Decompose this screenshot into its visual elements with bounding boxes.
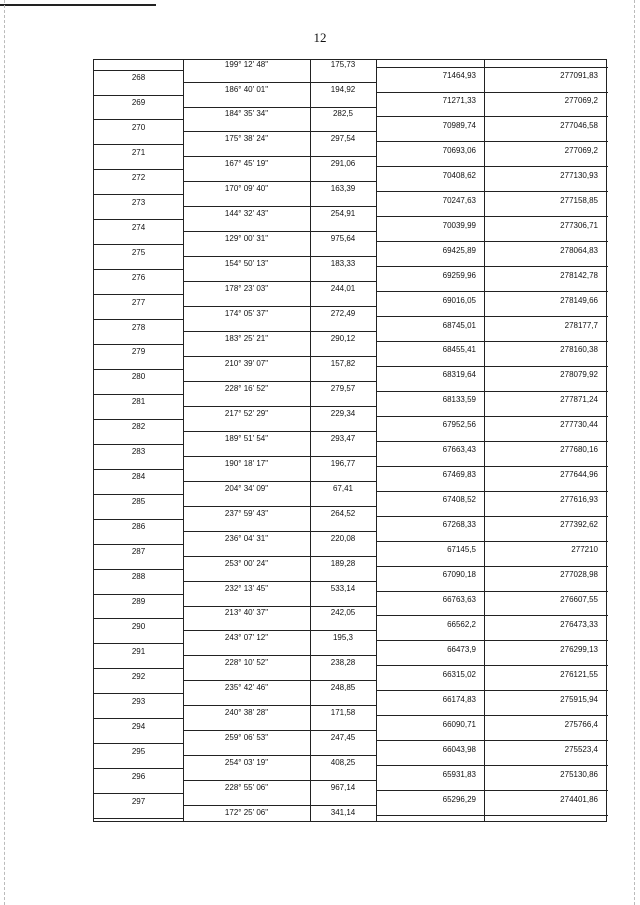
row-rule bbox=[183, 606, 376, 607]
row-rule bbox=[94, 169, 183, 170]
row-rule bbox=[376, 740, 608, 741]
coordinate-y: 277210 bbox=[571, 545, 598, 555]
direction-angle: 243° 07' 12" bbox=[224, 633, 269, 643]
row-rule bbox=[94, 269, 183, 270]
coordinate-y: 276121,55 bbox=[560, 669, 598, 679]
coordinate-y: 277069,2 bbox=[564, 95, 598, 105]
coordinate-x: 68133,59 bbox=[442, 395, 476, 405]
row-rule bbox=[183, 356, 376, 357]
row-rule bbox=[183, 156, 376, 157]
coordinate-x: 68745,01 bbox=[442, 320, 476, 330]
row-rule bbox=[376, 391, 608, 392]
point-number: 287 bbox=[131, 547, 146, 557]
segment-length: 248,85 bbox=[330, 683, 356, 693]
row-rule bbox=[376, 690, 608, 691]
point-number: 275 bbox=[131, 247, 146, 257]
segment-length: 408,25 bbox=[330, 758, 356, 768]
row-rule bbox=[94, 394, 183, 395]
row-rule bbox=[94, 344, 183, 345]
segment-length: 247,45 bbox=[330, 733, 356, 743]
row-rule bbox=[183, 755, 376, 756]
segment-length: 297,54 bbox=[330, 134, 356, 144]
direction-angle: 236° 04' 31" bbox=[224, 533, 269, 543]
segment-length: 975,64 bbox=[330, 234, 356, 244]
row-rule bbox=[376, 516, 608, 517]
direction-angle: 190° 18' 17" bbox=[224, 458, 269, 468]
row-rule bbox=[94, 768, 183, 769]
row-rule bbox=[94, 718, 183, 719]
coordinate-x: 67663,43 bbox=[442, 445, 476, 455]
row-rule bbox=[183, 630, 376, 631]
segment-length: 242,05 bbox=[330, 608, 356, 618]
coordinate-x: 70693,06 bbox=[442, 145, 476, 155]
row-rule bbox=[94, 144, 183, 145]
coordinate-y: 275130,86 bbox=[560, 769, 598, 779]
coordinate-x: 70989,74 bbox=[442, 120, 476, 130]
right-scan-edge bbox=[634, 0, 635, 905]
row-rule bbox=[376, 341, 608, 342]
row-rule bbox=[183, 256, 376, 257]
row-rule bbox=[376, 640, 608, 641]
row-rule bbox=[94, 70, 183, 71]
segment-length: 264,52 bbox=[330, 508, 356, 518]
segment-length: 341,14 bbox=[330, 808, 356, 818]
coordinate-x: 66473,9 bbox=[447, 644, 476, 654]
row-rule bbox=[376, 266, 608, 267]
coordinate-x: 70039,99 bbox=[442, 220, 476, 230]
row-rule bbox=[183, 231, 376, 232]
coordinate-x: 65296,29 bbox=[442, 794, 476, 804]
coordinate-y: 277392,62 bbox=[560, 520, 598, 530]
segment-length: 244,01 bbox=[330, 284, 356, 294]
direction-angle: 174° 05' 37" bbox=[224, 309, 269, 319]
coordinate-y: 277028,98 bbox=[560, 570, 598, 579]
row-rule bbox=[183, 780, 376, 781]
coordinate-x: 69425,89 bbox=[442, 245, 476, 255]
row-rule bbox=[183, 680, 376, 681]
segment-length: 967,14 bbox=[330, 783, 356, 793]
row-rule bbox=[94, 594, 183, 595]
coordinate-y: 277158,85 bbox=[560, 195, 598, 205]
segment-length: 229,34 bbox=[330, 408, 356, 418]
row-rule bbox=[94, 693, 183, 694]
coordinate-y: 274401,86 bbox=[560, 794, 598, 804]
coordinate-x: 65931,83 bbox=[442, 769, 476, 779]
row-rule bbox=[183, 456, 376, 457]
coordinate-y: 278160,38 bbox=[560, 345, 598, 355]
coordinate-x: 68455,41 bbox=[442, 345, 476, 355]
row-rule bbox=[183, 481, 376, 482]
row-rule bbox=[94, 643, 183, 644]
row-rule bbox=[376, 441, 608, 442]
row-rule bbox=[376, 316, 608, 317]
point-number: 293 bbox=[131, 696, 146, 706]
direction-angle: 240° 38' 28" bbox=[224, 708, 269, 718]
segment-length: 533,14 bbox=[330, 583, 356, 593]
direction-angle: 189° 51' 54" bbox=[224, 433, 269, 443]
direction-angle: 259° 06' 53" bbox=[224, 733, 269, 743]
coordinate-x: 66043,98 bbox=[442, 744, 476, 754]
direction-angle: 186° 40' 01" bbox=[224, 84, 269, 94]
point-number: 290 bbox=[131, 621, 146, 631]
row-rule bbox=[94, 369, 183, 370]
point-number: 292 bbox=[131, 671, 146, 681]
segment-length: 272,49 bbox=[330, 309, 356, 319]
direction-angle: 213° 40' 37" bbox=[224, 608, 269, 618]
direction-angle: 170° 09' 40" bbox=[224, 184, 269, 194]
point-number: 269 bbox=[131, 97, 146, 107]
point-number: 294 bbox=[131, 721, 146, 731]
row-rule bbox=[183, 581, 376, 582]
segment-length: 291,06 bbox=[330, 159, 356, 169]
point-number: 277 bbox=[131, 297, 146, 307]
direction-angle: 228° 55' 06" bbox=[224, 783, 269, 793]
direction-angle: 172° 25' 06" bbox=[224, 808, 269, 818]
segment-length: 171,58 bbox=[330, 708, 356, 718]
point-number: 276 bbox=[131, 272, 146, 282]
row-rule bbox=[376, 566, 608, 567]
coordinate-y: 278064,83 bbox=[560, 245, 598, 255]
coordinate-y: 275523,4 bbox=[564, 744, 598, 754]
coordinate-x: 71271,33 bbox=[442, 95, 476, 105]
row-rule bbox=[183, 655, 376, 656]
row-rule bbox=[376, 67, 608, 68]
coordinate-x: 68319,64 bbox=[442, 370, 476, 380]
coordinate-x: 67145,5 bbox=[447, 545, 476, 555]
row-rule bbox=[183, 730, 376, 731]
row-rule bbox=[376, 141, 608, 142]
direction-angle: 184° 35' 34" bbox=[224, 109, 269, 119]
row-rule bbox=[376, 291, 608, 292]
coordinate-y: 277306,71 bbox=[560, 220, 598, 230]
segment-length: 293,47 bbox=[330, 433, 356, 443]
coordinate-x: 67090,18 bbox=[442, 570, 476, 579]
point-number: 282 bbox=[131, 422, 146, 432]
direction-angle: 175° 38' 24" bbox=[224, 134, 269, 144]
row-rule bbox=[183, 705, 376, 706]
segment-length: 195,3 bbox=[332, 633, 354, 643]
point-number: 271 bbox=[131, 147, 146, 157]
segment-length: 220,08 bbox=[330, 533, 356, 543]
row-rule bbox=[376, 665, 608, 666]
coordinate-y: 278079,92 bbox=[560, 370, 598, 380]
row-rule bbox=[94, 618, 183, 619]
row-rule bbox=[376, 591, 608, 592]
segment-length: 196,77 bbox=[330, 458, 356, 468]
row-rule bbox=[376, 765, 608, 766]
row-rule bbox=[183, 431, 376, 432]
row-rule bbox=[376, 92, 608, 93]
row-rule bbox=[183, 306, 376, 307]
row-rule bbox=[376, 615, 608, 616]
coordinate-y: 277616,93 bbox=[560, 495, 598, 505]
point-number: 280 bbox=[131, 372, 146, 382]
coordinate-y: 276473,33 bbox=[560, 619, 598, 629]
row-rule bbox=[94, 319, 183, 320]
direction-angle: 228° 10' 52" bbox=[224, 658, 269, 668]
coordinate-x: 66562,2 bbox=[447, 619, 476, 629]
point-number: 291 bbox=[131, 646, 146, 656]
direction-angle: 232° 13' 45" bbox=[224, 583, 269, 593]
direction-angle: 199° 12' 48" bbox=[224, 60, 269, 69]
coordinate-x: 67952,56 bbox=[442, 420, 476, 430]
coordinate-y: 277130,93 bbox=[560, 170, 598, 180]
row-rule bbox=[376, 715, 608, 716]
coordinate-x: 69016,05 bbox=[442, 295, 476, 305]
direction-angle: 217° 52' 29" bbox=[224, 408, 269, 418]
row-rule bbox=[94, 294, 183, 295]
coordinate-y: 276607,55 bbox=[560, 594, 598, 604]
row-rule bbox=[94, 444, 183, 445]
row-rule bbox=[376, 216, 608, 217]
direction-angle: 228° 16' 52" bbox=[224, 383, 269, 393]
coordinate-x: 70247,63 bbox=[442, 195, 476, 205]
direction-angle: 235° 42' 46" bbox=[224, 683, 269, 693]
row-rule bbox=[94, 95, 183, 96]
row-rule bbox=[376, 491, 608, 492]
point-number: 289 bbox=[131, 596, 146, 606]
row-rule bbox=[376, 116, 608, 117]
coordinate-x: 70408,62 bbox=[442, 170, 476, 180]
coordinate-x: 67268,33 bbox=[442, 520, 476, 530]
row-rule bbox=[183, 181, 376, 182]
coordinate-x: 67408,52 bbox=[442, 495, 476, 505]
direction-angle: 154° 50' 13" bbox=[224, 259, 269, 269]
row-rule bbox=[94, 544, 183, 545]
row-rule bbox=[376, 416, 608, 417]
point-number: 296 bbox=[131, 771, 146, 781]
coordinate-y: 278177,7 bbox=[564, 320, 598, 330]
row-rule bbox=[183, 331, 376, 332]
coordinate-y: 275915,94 bbox=[560, 694, 598, 704]
coordinate-y: 277871,24 bbox=[560, 395, 598, 405]
point-number: 270 bbox=[131, 122, 146, 132]
direction-angle: 167° 45' 19" bbox=[224, 159, 269, 169]
segment-length: 183,33 bbox=[330, 259, 356, 269]
row-rule bbox=[94, 244, 183, 245]
point-number: 273 bbox=[131, 197, 146, 207]
coordinate-x: 66763,63 bbox=[442, 594, 476, 604]
direction-angle: 204° 34' 09" bbox=[224, 483, 269, 493]
row-rule bbox=[94, 519, 183, 520]
row-rule bbox=[376, 191, 608, 192]
row-rule bbox=[94, 494, 183, 495]
segment-length: 175,73 bbox=[330, 60, 356, 69]
coordinate-y: 277644,96 bbox=[560, 470, 598, 480]
row-rule bbox=[94, 194, 183, 195]
row-rule bbox=[376, 541, 608, 542]
segment-length: 254,91 bbox=[330, 209, 356, 219]
row-rule bbox=[183, 506, 376, 507]
page-number: 12 bbox=[313, 30, 327, 45]
row-rule bbox=[183, 381, 376, 382]
coordinate-y: 277091,83 bbox=[560, 71, 598, 80]
row-rule bbox=[376, 366, 608, 367]
direction-angle: 183° 25' 21" bbox=[224, 334, 269, 343]
row-rule bbox=[376, 790, 608, 791]
row-rule bbox=[376, 166, 608, 167]
coordinate-y: 277046,58 bbox=[560, 120, 598, 130]
direction-angle: 253° 00' 24" bbox=[224, 558, 269, 568]
header-rule bbox=[0, 4, 156, 6]
segment-length: 238,28 bbox=[330, 658, 356, 668]
row-rule bbox=[94, 793, 183, 794]
row-rule bbox=[183, 805, 376, 806]
direction-angle: 254° 03' 19" bbox=[224, 758, 269, 768]
row-rule bbox=[94, 469, 183, 470]
row-rule bbox=[94, 743, 183, 744]
point-number: 297 bbox=[131, 796, 146, 806]
point-number: 283 bbox=[131, 447, 146, 457]
row-rule bbox=[376, 466, 608, 467]
coordinate-x: 69259,96 bbox=[442, 270, 476, 280]
coordinate-y: 278142,78 bbox=[560, 270, 598, 280]
coordinate-x: 67469,83 bbox=[442, 470, 476, 480]
coordinate-y: 275766,4 bbox=[564, 719, 598, 729]
segment-length: 163,39 bbox=[330, 184, 356, 194]
point-number: 281 bbox=[131, 397, 146, 407]
point-number: 279 bbox=[131, 347, 146, 357]
direction-angle: 237° 59' 43" bbox=[224, 508, 269, 518]
direction-angle: 129° 00' 31" bbox=[224, 234, 269, 244]
coordinate-x: 66315,02 bbox=[442, 669, 476, 679]
row-rule bbox=[376, 241, 608, 242]
segment-length: 157,82 bbox=[330, 358, 356, 368]
direction-angle: 178° 23' 03" bbox=[224, 284, 269, 294]
coordinate-y: 276299,13 bbox=[560, 644, 598, 654]
row-rule bbox=[183, 556, 376, 557]
point-number: 274 bbox=[131, 222, 146, 232]
segment-length: 282,5 bbox=[332, 109, 354, 119]
segment-length: 189,28 bbox=[330, 558, 356, 568]
row-rule bbox=[183, 206, 376, 207]
point-number: 286 bbox=[131, 522, 146, 532]
point-number: 278 bbox=[131, 322, 146, 332]
coordinate-y: 277069,2 bbox=[564, 145, 598, 155]
row-rule bbox=[376, 815, 608, 816]
coordinate-y: 277730,44 bbox=[560, 420, 598, 430]
row-rule bbox=[94, 419, 183, 420]
row-rule bbox=[183, 107, 376, 108]
left-scan-edge bbox=[4, 0, 5, 905]
segment-length: 279,57 bbox=[330, 383, 356, 393]
row-rule bbox=[183, 531, 376, 532]
coordinate-y: 277680,16 bbox=[560, 445, 598, 455]
row-rule bbox=[94, 119, 183, 120]
point-number: 295 bbox=[131, 746, 146, 756]
coordinate-x: 66090,71 bbox=[442, 719, 476, 729]
segment-length: 194,92 bbox=[330, 84, 356, 94]
coordinates-table bbox=[93, 59, 607, 822]
point-number: 285 bbox=[131, 497, 146, 507]
direction-angle: 144° 32' 43" bbox=[224, 209, 269, 219]
point-number: 288 bbox=[131, 572, 146, 581]
coordinate-x: 66174,83 bbox=[442, 694, 476, 704]
point-number: 284 bbox=[131, 472, 146, 482]
coordinate-y: 278149,66 bbox=[560, 295, 598, 305]
point-number: 268 bbox=[131, 73, 146, 82]
direction-angle: 210° 39' 07" bbox=[224, 358, 269, 368]
row-rule bbox=[183, 406, 376, 407]
segment-length: 290,12 bbox=[330, 334, 356, 343]
row-rule bbox=[94, 818, 183, 819]
row-rule bbox=[183, 82, 376, 83]
row-rule bbox=[94, 219, 183, 220]
coordinate-x: 71464,93 bbox=[442, 71, 476, 80]
row-rule bbox=[94, 668, 183, 669]
segment-length: 67,41 bbox=[332, 483, 354, 493]
row-rule bbox=[183, 131, 376, 132]
row-rule bbox=[183, 281, 376, 282]
row-rule bbox=[94, 569, 183, 570]
point-number: 272 bbox=[131, 172, 146, 182]
